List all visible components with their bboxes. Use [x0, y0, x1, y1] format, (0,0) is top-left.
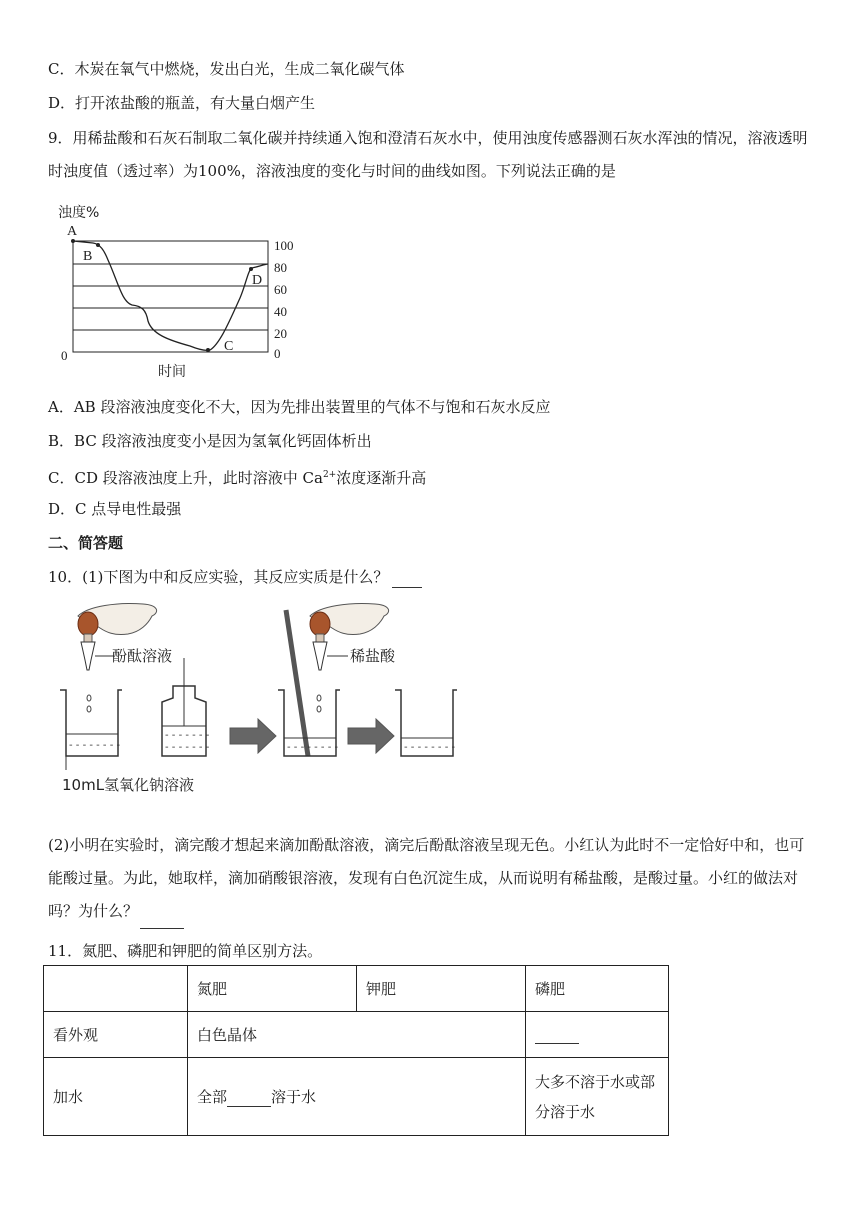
dropper-tube-right: [313, 642, 327, 670]
chart-point-c: C: [224, 339, 234, 354]
bottle-hatch-2: - - - - - - -: [165, 742, 210, 753]
answer-blank: [535, 1025, 579, 1044]
glass-rod: [286, 610, 308, 756]
fertilizer-table: [43, 965, 669, 1136]
q9-option-a: A．AB 段溶液浊度变化不大，因为先排出装置里的气体不与饱和石灰水反应: [48, 398, 551, 416]
q8-option-d: D．打开浓盐酸的瓶盖，有大量白烟产生: [48, 94, 316, 112]
q10-part1-text: 10．(1)下图为中和反应实验，其反应实质是什么？: [48, 568, 389, 586]
water-p: 大多不溶于水或部分溶于水: [526, 1058, 669, 1136]
turbidity-chart: [48, 198, 318, 383]
naoh-label: 10mL氢氧化钠溶液: [62, 776, 195, 794]
q9-stem: 9．用稀盐酸和石灰石制取二氧化碳并持续通入饱和澄清石灰水中，使用浊度传感器测石灰水浑浊的情况，溶液透明时浊度值（透过率）为100%，溶液浊度的变化与时间的曲线如图。下列说法正确的是: [48, 129, 808, 180]
turbidity-curve: [73, 241, 268, 350]
answer-blank: [140, 895, 184, 929]
chart-dot-d: [249, 267, 253, 271]
table-header-empty: [44, 966, 188, 1012]
arrow-2: [348, 719, 394, 753]
appearance-p-blank: [526, 1012, 669, 1058]
chart-point-a: A: [67, 224, 78, 239]
chart-dot-a: [71, 239, 75, 243]
arrow-1: [230, 719, 276, 753]
water-nk-post: 溶于水: [271, 1088, 317, 1106]
answer-blank: [227, 1088, 271, 1107]
q9-option-c-text: C．CD 段溶液浊度上升，此时溶液中 Ca: [48, 469, 323, 487]
phenol-label: 酚酞溶液: [112, 647, 173, 665]
row-label-water: 加水: [44, 1058, 188, 1136]
drop: [87, 706, 91, 712]
tick-20: 20: [274, 326, 287, 341]
chart-frame: [73, 241, 268, 352]
q9-option-c: [48, 465, 426, 488]
hcl-label: 稀盐酸: [350, 647, 396, 665]
answer-blank: [392, 567, 422, 588]
tick-40: 40: [274, 304, 287, 319]
ca-charge: 2+: [322, 470, 337, 480]
q10-part2: [48, 829, 818, 929]
q8-option-c: C．木炭在氧气中燃烧，发出白光，生成二氧化碳气体: [48, 60, 405, 78]
chart-left-zero: 0: [61, 348, 68, 363]
drop: [87, 695, 91, 701]
water-nk: [188, 1058, 526, 1136]
appearance-nk: 白色晶体: [188, 1012, 526, 1058]
dropper-tube-left: [81, 642, 95, 670]
q10-part2-text: (2)小明在实验时，滴完酸才想起来滴加酚酞溶液，滴完后酚酞溶液呈现无色。小红认为此时不一定恰好中和，也可能酸过量。为此，她取样，滴加硝酸银溶液，发现有白色沉淀生成，从而说明有稀盐酸，是酸过量。小红的做法对吗？为什么？: [48, 836, 805, 920]
dropper-neck-right: [316, 634, 324, 642]
q9-option-d: D．C 点导电性最强: [48, 500, 182, 518]
tick-0: 0: [274, 346, 281, 361]
q9-option-b: B．BC 段溶液浊度变小是因为氢氧化钙固体析出: [48, 432, 372, 450]
neutralization-experiment-figure: [48, 598, 468, 798]
beaker-3-hatch: - - - - - - - -: [404, 742, 456, 753]
table-header-nitrogen: 氮肥: [188, 966, 357, 1012]
section-heading: 二、简答题: [48, 534, 124, 552]
tick-60: 60: [274, 282, 287, 297]
drop: [317, 695, 321, 701]
drop: [317, 706, 321, 712]
beaker-1-hatch: - - - - - - - -: [69, 740, 121, 751]
q11-stem: 11．氮肥、磷肥和钾肥的简单区别方法。: [48, 942, 323, 960]
chart-xlabel: 时间: [158, 364, 186, 380]
chart-dot-b: [96, 243, 100, 247]
q10-part1: [48, 567, 422, 588]
dropper-bulb-right: [310, 612, 330, 636]
water-nk-pre: 全部: [197, 1088, 228, 1106]
row-label-appearance: 看外观: [44, 1012, 188, 1058]
dropper-bulb-left: [78, 612, 98, 636]
bottle-hatch-1: - - - - - - -: [165, 730, 210, 741]
tick-100: 100: [274, 238, 294, 253]
dropper-neck-left: [84, 634, 92, 642]
tick-80: 80: [274, 260, 287, 275]
beaker-2-hatch: - - - - - - - -: [287, 742, 339, 753]
table-header-potassium: 钾肥: [357, 966, 526, 1012]
table-header-phosphorus: 磷肥: [526, 966, 669, 1012]
q9-option-c-text-end: 浓度逐渐升高: [336, 469, 427, 487]
chart-ylabel: 浊度%: [58, 205, 100, 221]
chart-point-b: B: [83, 249, 93, 264]
chart-dot-c: [206, 348, 210, 352]
chart-point-d: D: [252, 273, 263, 288]
